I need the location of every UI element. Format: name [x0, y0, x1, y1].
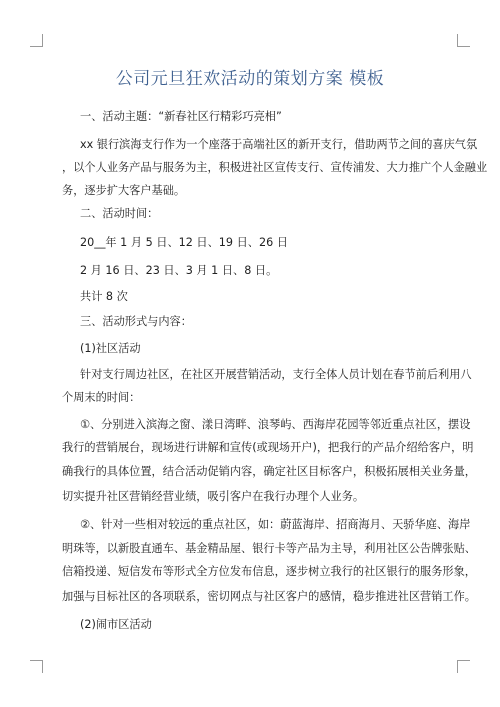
paragraph-line: 切实提升社区营销经营业绩，吸引客户在我行办理个人业务。 [62, 490, 365, 503]
section-heading: 一、活动主题：“新春社区行精彩巧亮相” [80, 110, 282, 123]
subsection-heading: (2)闹市区活动 [80, 618, 152, 631]
section-heading: 二、活动时间： [80, 207, 159, 220]
paragraph-line: 我行的营销展台，现场进行讲解和宣传(或现场开户)，把我行的产品介绍给客户，明 [62, 441, 474, 454]
paragraph-line: ①、分别进入滨海之窗、漾日湾畔、浪琴屿、西海岸花园等邻近重点社区，摆设 [80, 418, 471, 431]
paragraph-line: 信箱投递、短信发布等形式全方位发布信息，逐步树立我行的社区银行的服务形象， [62, 565, 476, 578]
paragraph-line: 2 月 16 日、23 日、3 月 1 日、8 日。 [80, 264, 278, 277]
document-title: 公司元旦狂欢活动的策划方案 模板 [115, 69, 385, 89]
paragraph-line: ②、针对一些相对较远的重点社区，如：蔚蓝海岸、招商海月、天骄华庭、海岸 [80, 518, 471, 531]
crop-mark-bottom-left [30, 660, 43, 673]
paragraph-line: 加强与目标社区的各项联系，密切网点与社区客户的感情，稳步推进社区营销工作。 [62, 590, 476, 603]
paragraph-line: 明珠等，以新股直通车、基金精品屋、银行卡等产品为主导，利用社区公告牌张贴、 [62, 542, 476, 555]
crop-mark-top-left [30, 34, 43, 47]
subsection-heading: (1)社区活动 [80, 342, 141, 355]
crop-mark-top-right [457, 34, 470, 47]
paragraph-line: 针对支行周边社区，在社区开展营销活动，支行全体人员计划在春节前后利用八 [80, 368, 472, 381]
paragraph-line: 务，逐步扩大客户基础。 [62, 184, 186, 197]
crop-mark-bottom-right [457, 660, 470, 673]
paragraph-line: 20__年 1 月 5 日、12 日、19 日、26 日 [80, 236, 288, 249]
paragraph-line: 个周末的时间： [62, 391, 141, 404]
section-heading: 三、活动形式与内容： [80, 315, 192, 328]
paragraph-line: ，以个人业务产品与服务为主，积极进社区宣传支行、宣传浦发、大力推广个人金融业 [62, 161, 488, 174]
paragraph-line: xx 银行滨海支行作为一个座落于高端社区的新开支行，借助两节之间的喜庆气氛 [80, 138, 478, 151]
paragraph-line: 共计 8 次 [80, 290, 128, 303]
paragraph-line: 确我行的具体位置，结合活动促销内容，确定社区目标客户，积极拓展相关业务量， [62, 465, 476, 478]
